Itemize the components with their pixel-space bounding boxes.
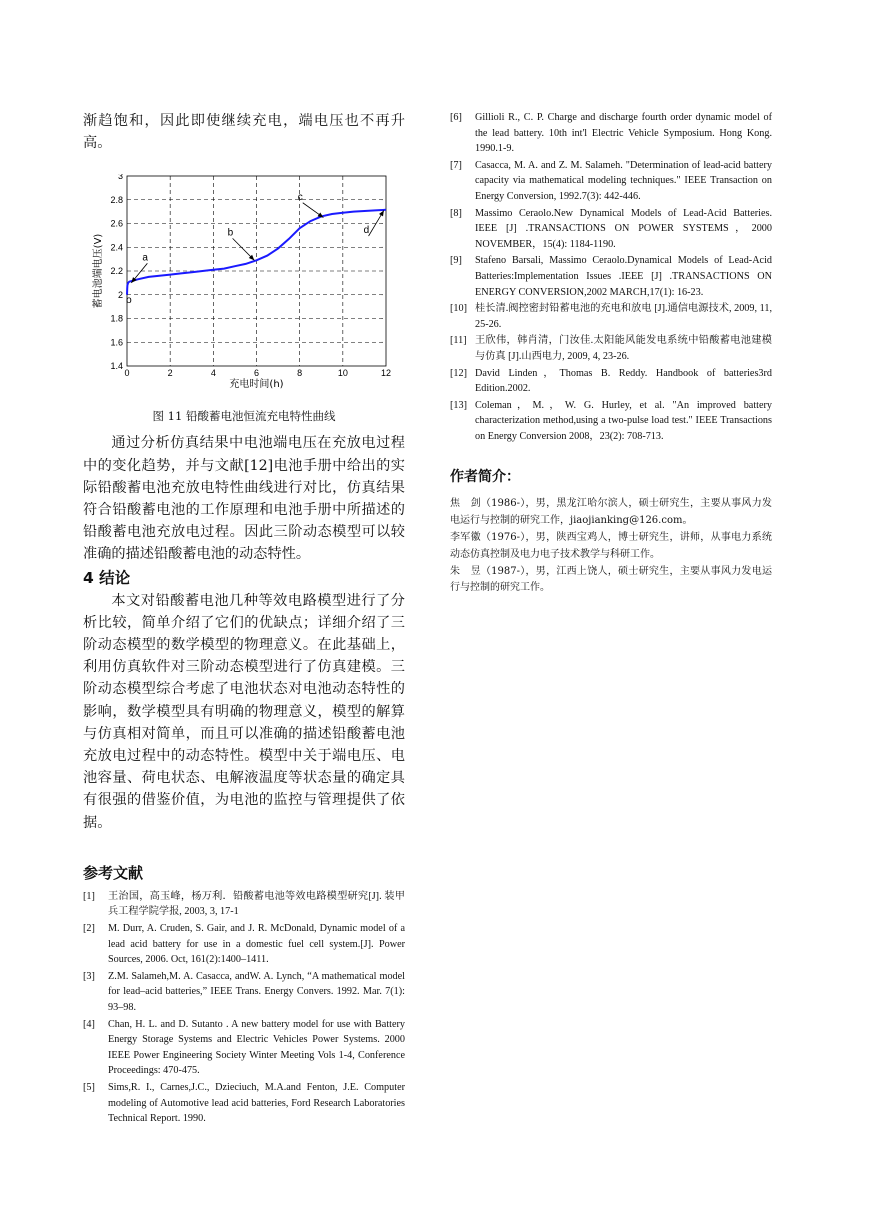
x-tick-label: 6 bbox=[253, 368, 260, 379]
y-tick-label: 1.8 bbox=[110, 313, 123, 324]
y-tick-label: 2.2 bbox=[110, 266, 123, 277]
reference-item bbox=[83, 921, 405, 968]
author-bio: 焦 剑（1986-），男，黑龙江哈尔滨人，硕士研究生，主要从事风力发电运行与控制的研究工作，jiaojianking@126.com。 bbox=[450, 498, 772, 527]
y-tick-label: 2.6 bbox=[110, 218, 123, 229]
annotation-label: b bbox=[227, 227, 234, 239]
reference-item bbox=[83, 1017, 405, 1079]
reference-item bbox=[83, 1080, 405, 1127]
analysis-paragraph: 通过分析仿真结果中电池端电压在充放电过程中的变化趋势，并与文献[12]电池手册中给出的实际铅酸蓄电池充放电特性曲线进行对比，仿真结果符合铅酸蓄电池的工作原理和电池手册中所描述的铅酸蓄电池充放电过程。因此三阶动态模型可以较准确的描述铅酸蓄电池的动态特性。 bbox=[83, 435, 405, 563]
x-axis-label: 充电时间(h) bbox=[229, 379, 284, 391]
reference-text: 王治国，高玉峰，杨万利．铅酸蓄电池等效电路模型研究[J]. 装甲兵工程学院学报, 2003, 3, 17-1 bbox=[108, 890, 405, 918]
annotation-label: d bbox=[363, 225, 370, 237]
references-heading: 参考文献 bbox=[83, 863, 144, 882]
reference-text: Coleman，M.，W. G. Hurley, et al. "An improved battery characterization method,using a two-pulse load test." IEEE Transactions on Energy Conversion 2008，23(2): 708-713. bbox=[475, 399, 772, 442]
reference-item bbox=[450, 366, 772, 397]
y-tick-label: 2.4 bbox=[110, 242, 123, 253]
left-column bbox=[83, 110, 405, 1128]
reference-number: [9] bbox=[450, 255, 462, 267]
annotation-label: o bbox=[126, 295, 132, 307]
reference-text: Gillioli R., C. P. Charge and discharge fourth order dynamic model of the lead battery. 10th int'l Electric Vehicle Symposium. Hong Kong. 1990.1-9. bbox=[475, 112, 772, 155]
reference-number: [8] bbox=[450, 207, 462, 219]
reference-number: [5] bbox=[83, 1081, 95, 1093]
reference-number: [11] bbox=[450, 335, 467, 347]
x-tick-label: 0 bbox=[124, 368, 130, 379]
reference-item bbox=[450, 301, 772, 332]
reference-text: Massimo Ceraolo.New Dynamical Models of Lead-Acid Batteries. IEEE [J] .TRANSACTIONS ON POWER SYSTEMS，2000 NOVEMBER，15(4): 1184-1190. bbox=[475, 207, 772, 250]
conclusion-heading: 4 结论 bbox=[83, 568, 131, 587]
reference-item bbox=[450, 333, 772, 364]
y-tick-label: 1.4 bbox=[110, 361, 123, 372]
conclusion-paragraph: 本文对铅酸蓄电池几种等效电路模型进行了分析比较，简单介绍了它们的优缺点；详细介绍了三阶动态模型的数学模型的物理意义。在此基础上，利用仿真软件对三阶动态模型进行了仿真建模。三阶动态模型综合考虑了电池状态对电池动态特性的影响，数学模型具有明确的物理意义，模型的解算与仿真相对简单，而且可以准确的描述铅酸蓄电池充放电过程中的动态特性。模型中关于端电压、电池容量、荷电状态、电解液温度等状态量的确定具有很强的借鉴价值，为电池的监控与管理提供了依据。 bbox=[83, 592, 405, 831]
reference-item bbox=[83, 889, 405, 920]
author-bio: 李军徽（1976-），男，陕西宝鸡人，博士研究生，讲师，从事电力系统动态仿真控制及电力电子技术教学与科研工作。 bbox=[450, 532, 772, 560]
reference-text: Stafeno Barsali, Massimo Ceraolo.Dynamical Models of Lead-Acid Batteries:Implementation Issues .IEEE [J] .TRANSACTIONS ON ENERGY CONVERSION,2002 MARCH,17(1): 16-23. bbox=[475, 255, 772, 298]
reference-item bbox=[450, 398, 772, 445]
reference-text: M. Durr, A. Cruden, S. Gair, and J. R. McDonald, Dynamic model of a lead acid battery for use in a domestic fuel cell system.[J]. Power Sources, 2006. Oct, 161(2):1400–1411. bbox=[108, 923, 405, 966]
reference-text: Z.M. Salameh,M. A. Casacca, andW. A. Lynch, “A mathematical model for lead–acid batteries,” IEEE Trans. Energy Convers. 1992. Mar. 7(1): 93–98. bbox=[108, 970, 405, 1014]
reference-text: Casacca, M. A. and Z. M. Salameh. "Determination of lead-acid battery capacity via mathematical modeling techniques." IEEE Transaction on Energy Conversion, 1992.7(3): 442-446. bbox=[475, 159, 772, 202]
reference-item bbox=[450, 158, 772, 205]
reference-number: [6] bbox=[450, 112, 462, 123]
charging-curve-svg bbox=[83, 174, 405, 404]
reference-text: 桂长清.阀控密封铅蓄电池的充电和放电 [J].通信电源技术, 2009, 11, 25-26. bbox=[475, 303, 772, 330]
right-column bbox=[450, 110, 772, 597]
x-tick-label: 2 bbox=[167, 368, 173, 379]
references-list-left bbox=[83, 889, 405, 1127]
reference-text: David Linden，Thomas B. Reddy. Handbook of batteries3rd Edition.2002. bbox=[475, 367, 772, 395]
x-tick-label: 8 bbox=[297, 368, 303, 379]
intro-paragraph: 渐趋饱和，因此即使继续充电，端电压也不再升高。 bbox=[83, 113, 405, 152]
reference-text: Chan, H. L. and D. Sutanto . A new battery model for use with Battery Energy Storage Systems and Electric Vehicles Power Systems. 2000 IEEE Power Engineering Society Winter Meeting Vols 1-4, Conference Proceedings: 470-475. bbox=[108, 1018, 405, 1077]
y-tick-label: 2.8 bbox=[110, 195, 123, 206]
reference-number: [7] bbox=[450, 159, 462, 171]
reference-item bbox=[83, 969, 405, 1016]
y-axis-label: 蓄电池端电压(V) bbox=[93, 234, 104, 309]
reference-number: [4] bbox=[83, 1018, 95, 1030]
authors-heading: 作者简介： bbox=[450, 469, 520, 486]
annotation-arrowhead bbox=[379, 211, 384, 217]
author-bio: 朱 昱（1987-），男，江西上饶人，硕士研究生，主要从事风力发电运行与控制的研究工作。 bbox=[450, 565, 772, 594]
reference-text: Sims,R. I., Carnes,J.C., Dzieciuch, M.A.and Fenton, J.E. Computer modeling of Automotive lead acid batteries, Ford Research Laboratories Technical Report. 1990. bbox=[108, 1081, 405, 1125]
y-tick-label: 1.6 bbox=[110, 337, 123, 348]
y-tick-label: 2 bbox=[117, 290, 123, 301]
figure-11-chart bbox=[83, 174, 405, 404]
annotation-label: a bbox=[142, 252, 148, 264]
reference-item bbox=[450, 206, 772, 253]
y-tick-label: 3 bbox=[117, 174, 123, 182]
x-tick-label: 4 bbox=[210, 368, 216, 379]
annotation-label: c bbox=[297, 192, 303, 204]
figure-caption: 图 11 铅酸蓄电池恒流充电特性曲线 bbox=[152, 409, 336, 424]
reference-number: [2] bbox=[83, 923, 95, 935]
references-list-right bbox=[450, 110, 772, 444]
reference-number: [1] bbox=[83, 890, 95, 902]
reference-item bbox=[450, 253, 772, 300]
x-tick-label: 12 bbox=[380, 368, 392, 379]
reference-number: [10] bbox=[450, 303, 467, 315]
reference-number: [13] bbox=[450, 399, 467, 411]
reference-number: [12] bbox=[450, 367, 467, 379]
reference-item bbox=[450, 110, 772, 157]
reference-text: 王欣伟，韩肖清，门汝佳.太阳能风能发电系统中铅酸蓄电池建模与仿真 [J].山西电力, 2009, 4, 23-26. bbox=[475, 335, 772, 362]
reference-number: [3] bbox=[83, 970, 95, 982]
x-tick-label: 10 bbox=[337, 368, 348, 379]
